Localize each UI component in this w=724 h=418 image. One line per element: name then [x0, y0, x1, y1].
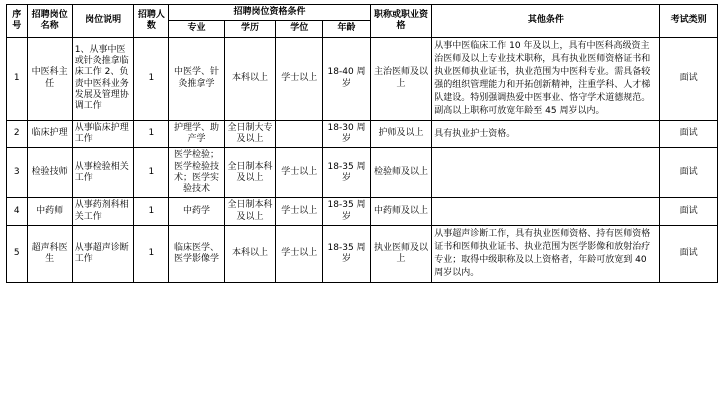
header-other: 其他条件 — [432, 5, 660, 38]
cell-headcount: 1 — [134, 120, 169, 148]
cell-education: 全日制本科及以上 — [224, 148, 275, 198]
table-body — [7, 37, 718, 282]
cell-other: 具有执业护士资格。 — [432, 120, 660, 148]
cell-other: 从事超声诊断工作，具有执业医师资格、持有医师资格证书和医师执业证书、执业范围为医学影像和放射治疗专业；取得中级职称及以上资格者，年龄可放宽到 40 周岁以内。 — [432, 225, 660, 282]
table-header — [7, 5, 718, 38]
cell-index: 1 — [7, 37, 28, 120]
cell-title: 主治医师及以上 — [370, 37, 432, 120]
cell-post-desc: 从事临床护理工作 — [72, 120, 134, 148]
cell-title: 执业医师及以上 — [370, 225, 432, 282]
cell-age: 18-35 周岁 — [323, 148, 370, 198]
cell-degree: 学士以上 — [276, 198, 323, 226]
header-row-1 — [7, 5, 718, 21]
cell-major: 中药学 — [169, 198, 224, 226]
cell-index: 3 — [7, 148, 28, 198]
table-row — [7, 120, 718, 148]
cell-age: 18-35 周岁 — [323, 225, 370, 282]
cell-education: 全日制大专及以上 — [224, 120, 275, 148]
cell-age: 18-30 周岁 — [323, 120, 370, 148]
cell-exam-type: 面试 — [660, 148, 718, 198]
table-row — [7, 225, 718, 282]
header-age: 年龄 — [323, 21, 370, 37]
cell-post-name: 临床护理 — [27, 120, 72, 148]
header-post-desc: 岗位说明 — [72, 5, 134, 38]
header-headcount: 招聘人数 — [134, 5, 169, 38]
cell-major: 护理学、助产学 — [169, 120, 224, 148]
cell-headcount: 1 — [134, 148, 169, 198]
cell-education: 本科以上 — [224, 37, 275, 120]
cell-index: 5 — [7, 225, 28, 282]
cell-age: 18-35 周岁 — [323, 198, 370, 226]
cell-major: 临床医学、医学影像学 — [169, 225, 224, 282]
cell-post-desc: 从事检验相关工作 — [72, 148, 134, 198]
cell-exam-type: 面试 — [660, 37, 718, 120]
cell-post-desc: 1、从事中医或针灸推拿临床工作 2、负责中医科业务发展及管理协调工作 — [72, 37, 134, 120]
cell-age: 18-40 周岁 — [323, 37, 370, 120]
cell-education: 本科以上 — [224, 225, 275, 282]
cell-post-name: 检验技师 — [27, 148, 72, 198]
cell-headcount: 1 — [134, 198, 169, 226]
cell-post-name: 中医科主任 — [27, 37, 72, 120]
cell-title: 中药师及以上 — [370, 198, 432, 226]
cell-major: 医学检验；医学检验技术；医学实验技术 — [169, 148, 224, 198]
header-degree: 学位 — [276, 21, 323, 37]
cell-degree: 学士以上 — [276, 148, 323, 198]
cell-headcount: 1 — [134, 225, 169, 282]
recruitment-table-container — [6, 4, 718, 283]
table-row — [7, 148, 718, 198]
cell-degree: 学士以上 — [276, 225, 323, 282]
cell-major: 中医学、针灸推拿学 — [169, 37, 224, 120]
cell-exam-type: 面试 — [660, 120, 718, 148]
header-index: 序号 — [7, 5, 28, 38]
cell-title: 检验师及以上 — [370, 148, 432, 198]
cell-title: 护师及以上 — [370, 120, 432, 148]
cell-degree: 学士以上 — [276, 37, 323, 120]
cell-index: 2 — [7, 120, 28, 148]
header-title-group: 职称或职业资格 — [370, 5, 432, 38]
cell-other — [432, 148, 660, 198]
cell-education: 全日制本科及以上 — [224, 198, 275, 226]
header-post-name: 招聘岗位名称 — [27, 5, 72, 38]
header-exam-type: 考试类别 — [660, 5, 718, 38]
header-education: 学历 — [224, 21, 275, 37]
cell-post-name: 超声科医生 — [27, 225, 72, 282]
cell-other: 从事中医临床工作 10 年及以上，具有中医科高级资主治医师及以上专业技术职称，具有执业医师资格证书和执业医师执业证书，执业范围为中医科专业。需具备较强的组织管理能力和开拓创新精神，注重学科、人才梯队建设。特别强调热爱中医事业、恪守学术道德规范。副高以上职称可放宽年龄至 45 周岁以内。 — [432, 37, 660, 120]
table-row — [7, 37, 718, 120]
cell-degree — [276, 120, 323, 148]
cell-other — [432, 198, 660, 226]
recruitment-table — [6, 4, 718, 283]
cell-index: 4 — [7, 198, 28, 226]
cell-headcount: 1 — [134, 37, 169, 120]
cell-post-desc: 从事超声诊断工作 — [72, 225, 134, 282]
header-qualification-group: 招聘岗位资格条件 — [169, 5, 370, 21]
cell-exam-type: 面试 — [660, 198, 718, 226]
table-row — [7, 198, 718, 226]
cell-post-desc: 从事药剂科相关工作 — [72, 198, 134, 226]
cell-post-name: 中药师 — [27, 198, 72, 226]
header-major: 专业 — [169, 21, 224, 37]
cell-exam-type: 面试 — [660, 225, 718, 282]
